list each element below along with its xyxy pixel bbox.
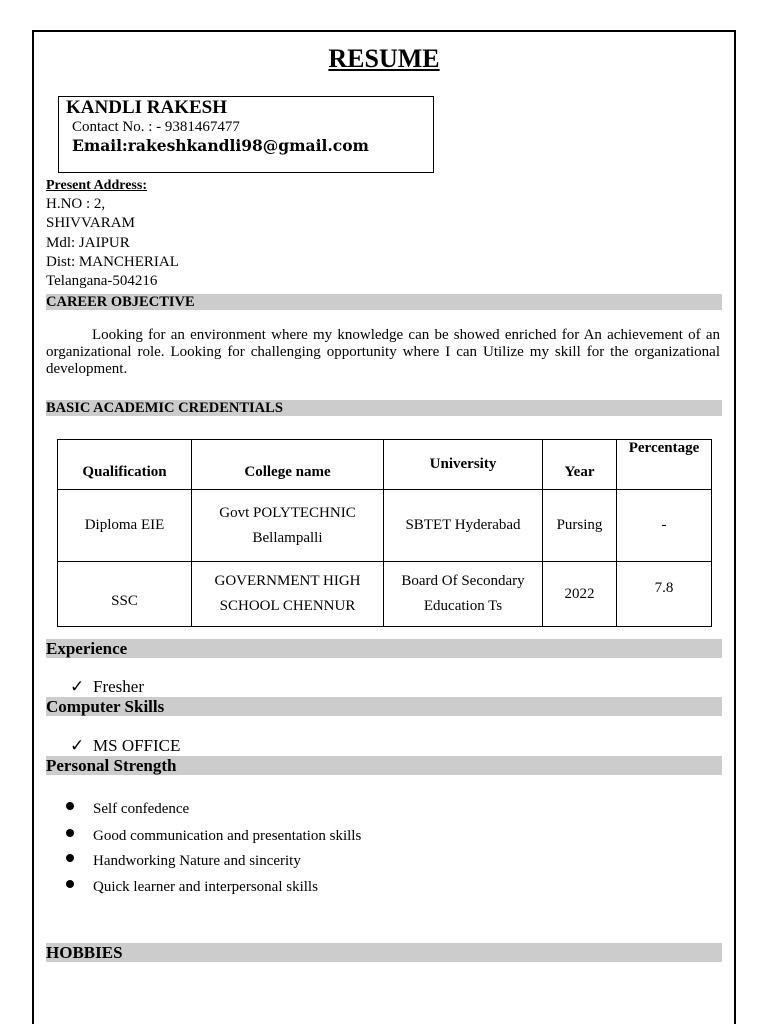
address-line: Mdl: JAIPUR	[46, 235, 130, 251]
strength-item-label: Handworking Nature and sincerity	[93, 853, 301, 869]
cell-college-line: GOVERNMENT HIGH	[214, 573, 361, 589]
personal-strength-heading: Personal Strength	[46, 756, 722, 775]
check-icon: ✓	[70, 736, 85, 755]
address-line: SHIVVARAM	[46, 215, 135, 231]
bullet-icon	[66, 880, 74, 888]
column-header-percentage: Percentage	[617, 440, 712, 490]
address-line: H.NO : 2,	[46, 196, 106, 212]
strength-item-label: Quick learner and interpersonal skills	[93, 879, 318, 895]
hobbies-heading: HOBBIES	[46, 943, 722, 962]
table-row	[58, 490, 712, 562]
bullet-icon	[66, 854, 74, 862]
skill-item-label: MS OFFICE	[93, 736, 181, 755]
strength-item	[66, 801, 189, 818]
bullet-icon	[66, 829, 74, 837]
cell-college-line: Bellampalli	[252, 529, 323, 546]
strength-item	[66, 879, 318, 896]
cell-percentage: 7.8	[617, 562, 712, 627]
strength-item-label: Self confedence	[93, 801, 190, 817]
experience-heading: Experience	[46, 639, 722, 658]
skill-item	[70, 736, 180, 756]
computer-skills-heading: Computer Skills	[46, 697, 722, 716]
strength-item	[66, 853, 301, 870]
address-line: Dist: MANCHERIAL	[46, 254, 179, 270]
career-objective-text: Looking for an environment where my knowledge can be showed enriched for An achievement of an organizational role. Looking for challenging opportunity where I can Utilize my skill for the organizational development.	[46, 327, 720, 377]
cell-college-line: Govt POLYTECHNIC	[219, 504, 356, 521]
cell-university: SBTET Hyderabad	[384, 490, 543, 562]
experience-item	[70, 677, 144, 697]
cell-year: Pursing	[543, 490, 617, 562]
cell-university-line: Education Ts	[423, 598, 503, 614]
career-objective-heading: CAREER OBJECTIVE	[46, 294, 722, 310]
address-heading: Present Address:	[46, 178, 147, 193]
cell-percentage: -	[617, 490, 712, 562]
cell-college	[192, 562, 384, 627]
academic-heading: BASIC ACADEMIC CREDENTIALS	[46, 400, 722, 416]
table-header-row	[58, 440, 712, 490]
table-row	[58, 562, 712, 627]
cell-college	[192, 490, 384, 562]
header-box	[58, 96, 434, 173]
cell-college-line: SCHOOL CHENNUR	[219, 598, 356, 614]
academic-table	[57, 439, 712, 627]
cell-qualification: Diploma EIE	[58, 490, 192, 562]
bullet-icon	[66, 802, 74, 810]
cell-qualification: SSC	[58, 562, 192, 627]
cell-university-line: Board Of Secondary	[401, 573, 525, 589]
column-header-qualification: Qualification	[58, 440, 192, 490]
email-address: Email:rakeshkandli98@gmail.com	[72, 136, 369, 155]
contact-number: Contact No. : - 9381467477	[72, 119, 240, 135]
strength-item-label: Good communication and presentation skills	[93, 828, 362, 844]
page-title: RESUME	[328, 44, 440, 73]
address-line: Telangana-504216	[46, 273, 158, 289]
experience-item-label: Fresher	[93, 677, 144, 696]
column-header-year: Year	[543, 440, 617, 490]
candidate-name: KANDLI RAKESH	[66, 97, 227, 118]
cell-year: 2022	[543, 562, 617, 627]
strength-item	[66, 828, 361, 845]
column-header-college: College name	[192, 440, 384, 490]
cell-university	[384, 562, 543, 627]
check-icon: ✓	[70, 677, 85, 696]
column-header-university: University	[384, 440, 543, 490]
